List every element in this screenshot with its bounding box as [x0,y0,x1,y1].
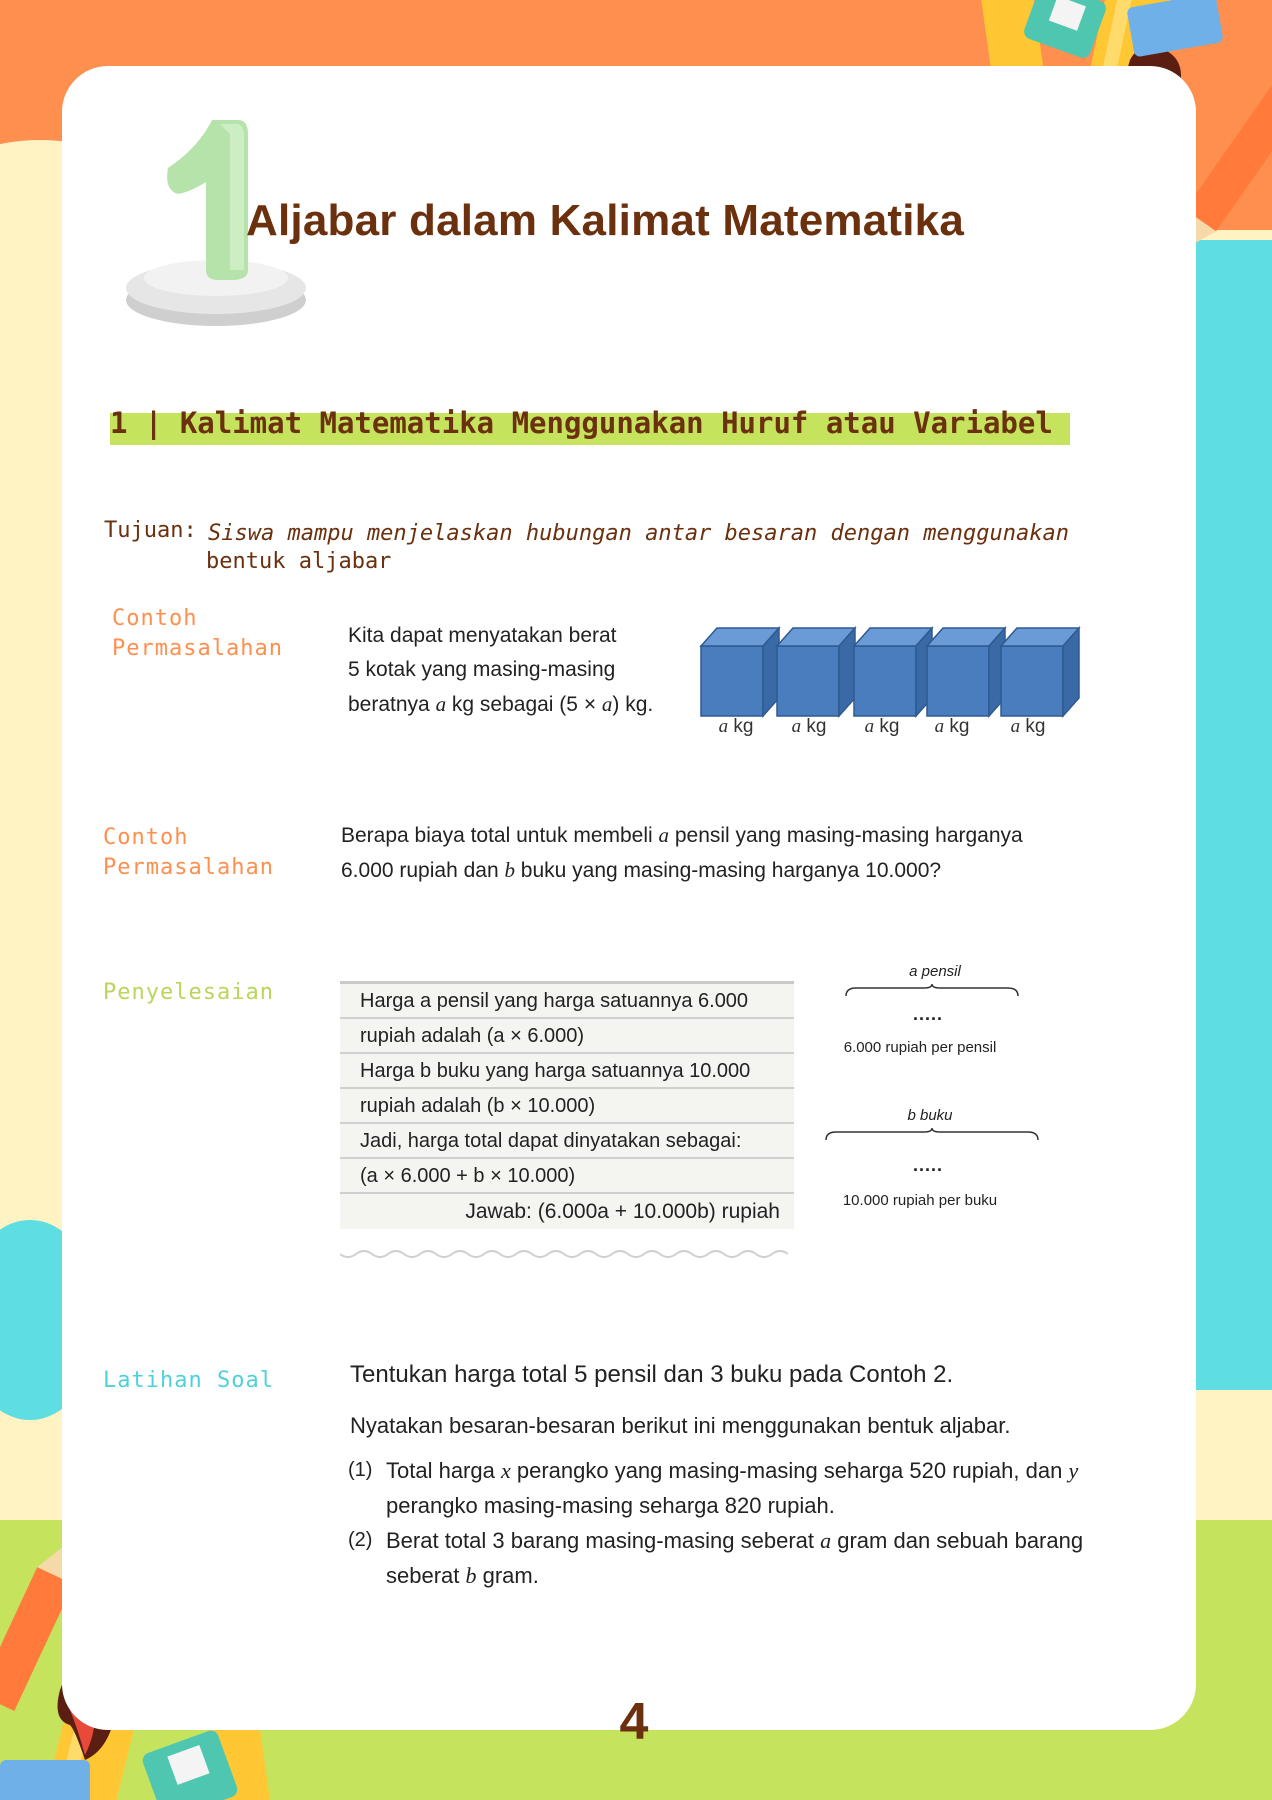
solution-row-6: (a × 6.000 + b × 10.000) [340,1159,794,1194]
contoh2-line1-post: pensil yang masing-masing harganya [669,824,1023,847]
latihan-item-2-line1 [386,1523,1106,1558]
box-label-3-unit: kg [874,716,900,737]
box-label-3-var: a [864,716,875,737]
contoh1-line1: Kita dapat menyatakan berat [348,624,617,647]
box-label-4-var: a [934,716,945,737]
contoh1-line3-mid: kg sebagai (5 × [446,693,602,716]
box-label-4 [922,716,982,738]
contoh2-label [103,823,274,883]
contoh1-line3 [348,687,653,722]
contoh2-line1-var: a [658,823,670,847]
page-number: 4 [619,1693,649,1751]
box-label-2 [779,716,839,738]
latihan-item-1-pre: Total harga [386,1458,501,1483]
buku-brace-label: b buku [907,1107,953,1124]
contoh1-line3-var: a [435,692,447,716]
tujuan-text: Siswa mampu menjelaskan hubungan antar besaran dengan menggunakan [208,521,1069,546]
contoh2-label-line2: Permasalahan [103,855,274,880]
latihan-item-1-var2: y [1068,1458,1079,1483]
box-2 [777,628,855,716]
latihan-item-2-line2 [386,1558,1106,1593]
pensil-brace [844,984,1020,998]
contoh1-label-line2: Permasalahan [112,636,283,661]
box-label-3 [852,716,912,738]
box-label-4-unit: kg [944,716,970,737]
tujuan-label: Tujuan: [104,518,197,543]
solution-row-3: Harga b buku yang harga satuannya 10.000 [340,1054,794,1089]
box-label-2-unit: kg [801,716,827,737]
tujuan-text-line2: bentuk aljabar [206,549,392,574]
latihan-question: Tentukan harga total 5 pensil dan 3 buku pada Contoh 2. [350,1361,954,1388]
latihan-item-2-var: a [820,1528,832,1553]
contoh2-text [341,818,1023,888]
torn-edge [340,1250,794,1262]
buku-price: 10.000 rupiah per buku [842,1192,998,1209]
box-3 [854,628,932,716]
latihan-item-2-pre: Berat total 3 barang masing-masing seberat [386,1528,821,1553]
buku-brace [824,1128,1040,1142]
box-label-1-var: a [718,716,729,737]
chapter-title: Aljabar dalam Kalimat Matematika [246,196,965,245]
solution-answer: Jawab: (6.000a + 10.000b) rupiah [465,1200,780,1223]
contoh2-line2-var: b [504,858,515,882]
solution-row-4: rupiah adalah (b × 10.000) [340,1089,794,1124]
latihan-intro: Nyatakan besaran-besaran berikut ini menggunakan bentuk aljabar. [350,1413,1011,1438]
box-4 [927,628,1005,716]
solution-row-1: Harga a pensil yang harga satuannya 6.000 [340,984,794,1019]
contoh2-line2-post: buku yang masing-masing harganya 10.000? [514,859,942,882]
contoh2-line2-pre: 6.000 rupiah dan [341,859,505,882]
contoh2-line1-pre: Berapa biaya total untuk membeli [341,824,659,847]
pensil-price: 6.000 rupiah per pensil [843,1039,997,1056]
pensil-brace-label: a pensil [909,963,961,980]
contoh1-line2: 5 kotak yang masing-masing [348,658,616,681]
box-label-5-unit: kg [1020,716,1046,737]
solution-table [340,981,794,1229]
contoh1-text [348,619,653,722]
latihan-item-2-num: (2) [348,1529,373,1551]
latihan-item-1-line2: perangko masing-masing seharga 820 rupiah. [386,1493,835,1518]
buku-dots: ..... [913,1155,944,1175]
box-5 [1001,628,1079,716]
latihan-item-2-line2-var: b [465,1563,477,1588]
latihan-item-1-var: x [500,1458,511,1483]
latihan-item-1-line1 [386,1453,1106,1488]
box-label-1 [706,716,766,738]
solution-row-5: Jadi, harga total dapat dinyatakan sebagai: [340,1124,794,1159]
latihan-label: Latihan Soal [103,1368,274,1393]
box-label-2-var: a [791,716,802,737]
box-label-5-var: a [1010,716,1021,737]
contoh1-line3-post: ) kg. [612,693,654,716]
contoh1-line3-var2: a [601,692,613,716]
section-title: 1 | Kalimat Matematika Menggunakan Huruf atau Variabel [110,406,1053,440]
latihan-item-2-line2-pre: seberat [386,1563,466,1588]
penyelesaian-label: Penyelesaian [103,980,274,1005]
latihan-item-1-num: (1) [348,1459,373,1481]
contoh1-label-line1: Contoh [112,606,198,631]
latihan-item-2-line2-post: gram. [476,1563,539,1588]
contoh1-line3-pre: beratnya [348,693,436,716]
contoh2-label-line1: Contoh [103,825,189,850]
latihan-item-1-mid: perangko yang masing-masing seharga 520 rupiah, dan [510,1458,1069,1483]
solution-row-2: rupiah adalah (a × 6.000) [340,1019,794,1054]
box-1 [701,628,779,716]
latihan-item-2-post: gram dan sebuah barang [831,1528,1084,1553]
box-label-5 [998,716,1058,738]
contoh2-line2 [341,853,1023,888]
box-label-1-unit: kg [728,716,754,737]
contoh1-label [112,604,283,664]
latihan-item-2-text [386,1523,1106,1593]
latihan-item-1-text [386,1453,1106,1523]
contoh2-line1 [341,818,1023,853]
pensil-dots: ..... [913,1004,944,1024]
